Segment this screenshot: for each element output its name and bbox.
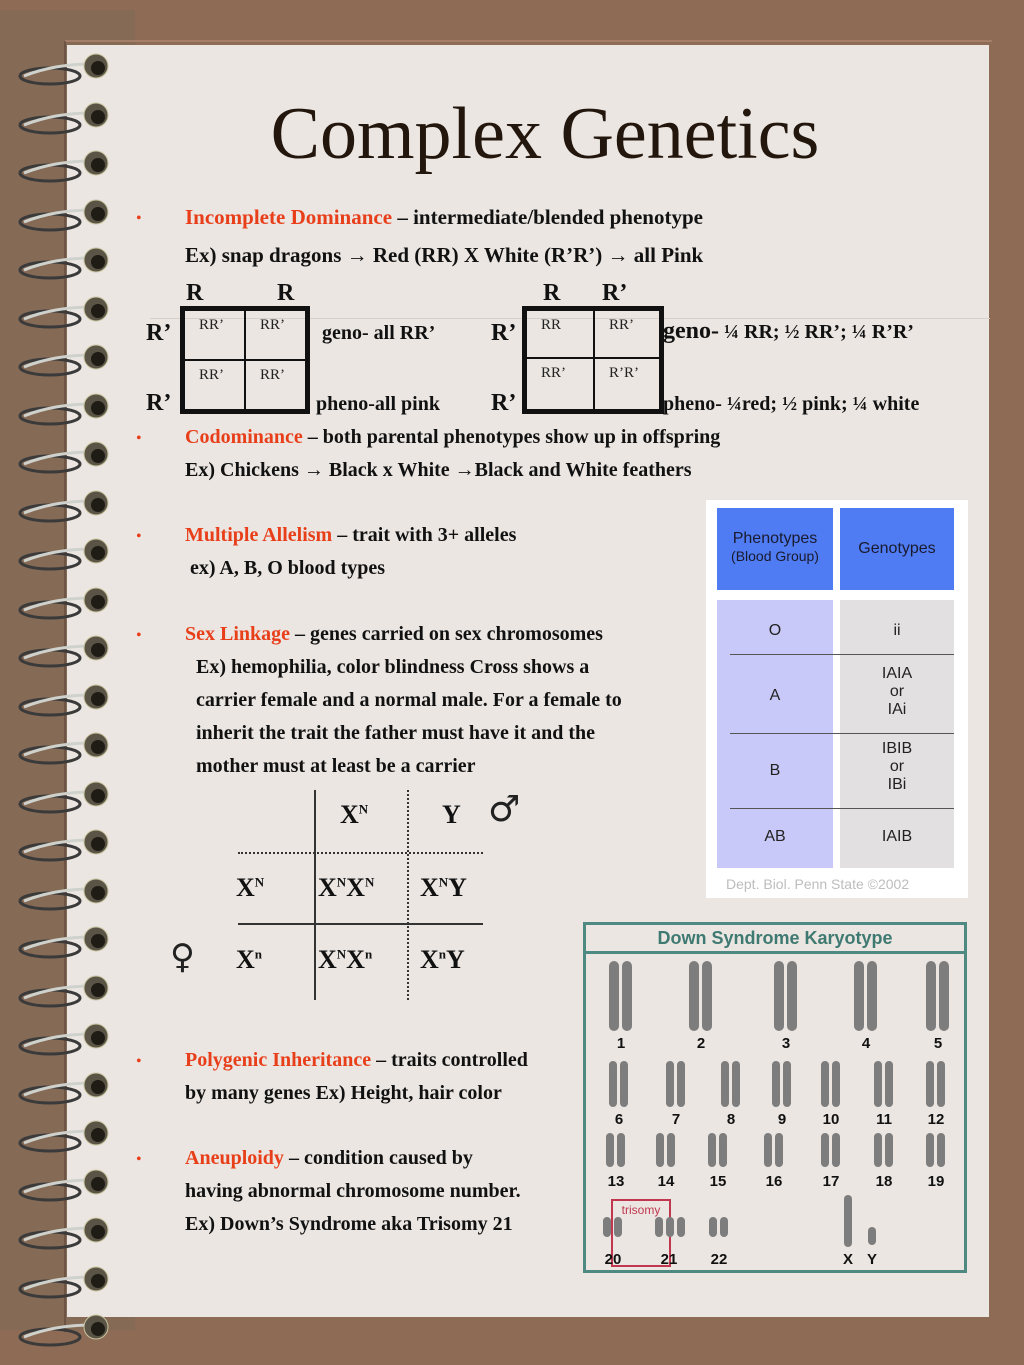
chromosome-label: Y: [866, 1251, 877, 1268]
allele-label: R’: [602, 280, 628, 306]
spiral-ring-icon: [14, 634, 110, 670]
chromosome: [667, 1133, 675, 1167]
spiral-ring-icon: [14, 1022, 110, 1058]
punnett-cell: RR’: [245, 310, 306, 360]
chromosome-label: X: [842, 1251, 853, 1268]
chromosome-label: 12: [927, 1111, 945, 1128]
chromosome: [832, 1061, 840, 1107]
chromosome: [926, 1133, 934, 1167]
allele-label: R: [186, 280, 204, 306]
phenotype-cell: B: [769, 762, 781, 779]
male-symbol-icon: ♂: [488, 789, 521, 830]
chromosome: [854, 961, 864, 1031]
chromosome: [821, 1133, 829, 1167]
chromosome: [772, 1061, 780, 1107]
chromosome: [787, 961, 797, 1031]
spiral-ring-icon: [14, 246, 110, 282]
chromosome: [874, 1061, 882, 1107]
spiral-ring-icon: [14, 877, 110, 913]
chromosome: [708, 1133, 716, 1167]
allele-Xn: $X^n$: [236, 945, 263, 974]
chromosome: [939, 961, 949, 1031]
chromosome-label: 20: [604, 1251, 622, 1268]
codominance-heading: [185, 426, 720, 449]
punnett-square-2: [522, 306, 664, 414]
genotype-cell: IAIA or IAi: [881, 665, 913, 718]
term: Polygenic Inheritance: [185, 1049, 372, 1071]
spiral-ring-icon: [14, 343, 110, 379]
genotype-cell: IBIB or IBi: [881, 740, 913, 793]
term-description: – both parental phenotypes show up in offspring: [302, 426, 721, 448]
spiral-ring-icon: [14, 537, 110, 573]
genotype-result-1: geno- all RR’: [322, 322, 436, 344]
chromosome: [775, 1133, 783, 1167]
header-genotypes: Genotypes: [840, 508, 954, 590]
spiral-ring-icon: [14, 1119, 110, 1155]
spiral-ring-icon: [14, 295, 110, 331]
allele-XN: $X^N$: [340, 800, 369, 829]
chromosome: [937, 1061, 945, 1107]
chromosome: [885, 1061, 893, 1107]
chromosome: [617, 1133, 625, 1167]
blood-type-table: [706, 500, 968, 898]
chromosome: [732, 1061, 740, 1107]
spiral-ring-icon: [14, 1313, 110, 1349]
phenotype-result-1: pheno-all pink: [316, 393, 440, 415]
chromosome: [656, 1133, 664, 1167]
chromosome-label: 15: [709, 1173, 727, 1190]
spiral-ring-icon: [14, 925, 110, 961]
bullet: •: [136, 210, 142, 227]
chromosome: [926, 1061, 934, 1107]
multiple-allelism-heading: [185, 524, 516, 547]
sex-linkage-line: Ex) hemophilia, color blindness Cross shows a: [196, 656, 590, 678]
sex-linkage-line: inherit the trait the father must have it and the: [196, 722, 596, 744]
sex-linkage-heading: [185, 623, 603, 646]
chromosome: [868, 1227, 876, 1245]
bullet: •: [136, 627, 142, 644]
allele-XN: $X^N$: [236, 873, 265, 902]
allele-label: R’: [491, 320, 517, 346]
geno-prefix: geno-: [663, 318, 719, 344]
spiral-ring-icon: [14, 780, 110, 816]
term: Codominance: [185, 426, 303, 448]
term: Aneuploidy: [185, 1147, 284, 1169]
chromosome-label: 1: [616, 1035, 626, 1052]
row-divider: [730, 808, 954, 809]
spiral-ring-icon: [14, 52, 110, 88]
phenotype-cell: O: [768, 622, 782, 639]
spiral-ring-icon: [14, 392, 110, 428]
trisomy-label: trisomy: [621, 1203, 661, 1217]
chromosome-label: 19: [927, 1173, 945, 1190]
row-divider: [730, 654, 954, 655]
chromosome: [622, 961, 632, 1031]
punnett-square-1: [180, 306, 310, 414]
phenotype-cell: A: [769, 687, 781, 704]
sex-linked-punnett: [170, 785, 540, 1000]
chromosome-label: 6: [614, 1111, 624, 1128]
chromosome: [721, 1061, 729, 1107]
down-syndrome-karyotype: [583, 922, 967, 1273]
chromosome: [620, 1061, 628, 1107]
chromosome-label: 2: [696, 1035, 706, 1052]
chromosome: [821, 1061, 829, 1107]
grid-line: [314, 790, 316, 1000]
offspring-XNXn: $X^NX^n$: [318, 945, 373, 974]
grid-line: [238, 852, 483, 854]
polygenic-line: by many genes Ex) Height, hair color: [185, 1082, 502, 1104]
chromosome: [655, 1217, 663, 1237]
chromosome: [885, 1133, 893, 1167]
chromosome: [689, 961, 699, 1031]
aneuploidy-line: having abnormal chromosome number.: [185, 1180, 521, 1202]
chromosome: [719, 1133, 727, 1167]
chromosome: [937, 1133, 945, 1167]
chromosome: [867, 961, 877, 1031]
bullet: •: [136, 1151, 142, 1168]
term-description: – trait with 3+ alleles: [332, 524, 517, 546]
header-text: Phenotypes: [732, 530, 818, 547]
chromosome: [609, 1061, 617, 1107]
chromosome-label: 21: [660, 1251, 678, 1268]
chromosome: [603, 1217, 611, 1237]
multiple-allelism-example: ex) A, B, O blood types: [190, 557, 386, 579]
chromosome: [702, 961, 712, 1031]
term-description: – intermediate/blended phenotype: [392, 205, 703, 229]
bullet: •: [136, 528, 142, 545]
grid-line: [407, 790, 409, 1000]
chromosome: [666, 1217, 674, 1237]
chromosome-label: 9: [777, 1111, 787, 1128]
phenotype-result-2: pheno- ¼red; ½ pink; ¼ white: [663, 393, 920, 415]
chromosome-label: 22: [710, 1251, 728, 1268]
chromosome-label: 11: [876, 1111, 892, 1128]
chromosome-label: 18: [875, 1173, 893, 1190]
allele-label: R: [543, 280, 561, 306]
term: Sex Linkage: [185, 623, 291, 645]
spiral-ring-icon: [14, 828, 110, 864]
header-phenotypes: [717, 508, 833, 590]
geno-ratio: ¼ RR; ½ RR’; ¼ R’R’: [719, 321, 914, 343]
image-credit: Dept. Biol. Penn State ©2002: [726, 876, 910, 892]
spiral-ring-icon: [14, 683, 110, 719]
chromosome: [709, 1217, 717, 1237]
bullet: •: [136, 1053, 142, 1070]
chromosome-label: 8: [726, 1111, 736, 1128]
offspring-XNY: $X^NY$: [420, 873, 467, 902]
grid-line: [238, 923, 483, 925]
spiral-ring-icon: [14, 489, 110, 525]
chromosome: [783, 1061, 791, 1107]
punnett-cell: RR’: [526, 358, 594, 410]
aneuploidy-line: Ex) Down’s Syndrome aka Trisomy 21: [185, 1213, 513, 1235]
spiral-ring-icon: [14, 974, 110, 1010]
chromosome: [606, 1133, 614, 1167]
allele-label: R’: [491, 390, 517, 416]
allele-label: R’: [146, 390, 172, 416]
spiral-ring-icon: [14, 731, 110, 767]
term: Multiple Allelism: [185, 524, 333, 546]
punnett-cell: RR’: [184, 310, 245, 360]
punnett-cell: R’R’: [594, 358, 660, 410]
chromosome: [677, 1217, 685, 1237]
incomplete-example: Ex) snap dragons → Red (RR) X White (R’R’) → all Pink: [185, 243, 704, 267]
incomplete-dominance-heading: [185, 205, 703, 230]
chromosome-label: 14: [657, 1173, 675, 1190]
chromosome-label: 4: [861, 1035, 871, 1052]
chromosome-label: 13: [607, 1173, 625, 1190]
chromosome: [677, 1061, 685, 1107]
sex-linkage-line: carrier female and a normal male. For a female to: [196, 689, 622, 711]
chromosome-label: 16: [765, 1173, 783, 1190]
chromosome: [609, 961, 619, 1031]
term-description: – condition caused by: [283, 1147, 473, 1169]
row-divider: [730, 733, 954, 734]
chromosome: [844, 1195, 852, 1247]
spiral-ring-icon: [14, 1071, 110, 1107]
chromosome: [666, 1061, 674, 1107]
allele-Y: Y: [442, 800, 461, 829]
chromosome: [720, 1217, 728, 1237]
genotype-cell: ii: [893, 622, 901, 639]
term-description: – genes carried on sex chromosomes: [290, 623, 603, 645]
punnett-cell: RR’: [184, 360, 245, 410]
polygenic-heading: [185, 1049, 528, 1072]
female-symbol-icon: ♀: [170, 937, 195, 977]
punnett-cell: RR’: [594, 310, 660, 358]
spiral-ring-icon: [14, 440, 110, 476]
header-subtext: (Blood Group): [731, 548, 819, 564]
spiral-ring-icon: [14, 198, 110, 234]
phenotype-cell: AB: [764, 828, 786, 845]
sex-linkage-line: mother must at least be a carrier: [196, 755, 476, 777]
page-title: Complex Genetics: [270, 93, 820, 175]
chromosome: [832, 1133, 840, 1167]
karyotype-title: Down Syndrome Karyotype: [586, 925, 964, 954]
punnett-cell: RR’: [245, 360, 306, 410]
chromosome: [874, 1133, 882, 1167]
chromosome: [774, 961, 784, 1031]
chromosome: [926, 961, 936, 1031]
chromosome: [614, 1217, 622, 1237]
chromosome-label: 10: [822, 1111, 840, 1128]
punnett-cell: RR: [526, 310, 594, 358]
term: Incomplete Dominance: [185, 205, 393, 229]
spiral-ring-icon: [14, 586, 110, 622]
chromosome: [764, 1133, 772, 1167]
spiral-ring-icon: [14, 1216, 110, 1252]
chromosome-label: 5: [933, 1035, 943, 1052]
genotype-cell: IAIB: [881, 828, 913, 845]
chromosome-label: 7: [671, 1111, 681, 1128]
offspring-XnY: $X^nY$: [420, 945, 465, 974]
chromosome-label: 17: [822, 1173, 840, 1190]
bullet: •: [136, 430, 142, 447]
allele-label: R: [277, 280, 295, 306]
genotype-result-2: [663, 318, 914, 345]
allele-label: R’: [146, 320, 172, 346]
offspring-XNXN: $X^NX^N$: [318, 873, 375, 902]
spiral-ring-icon: [14, 1265, 110, 1301]
spiral-ring-icon: [14, 1168, 110, 1204]
aneuploidy-heading: [185, 1147, 473, 1170]
chromosome-label: 3: [781, 1035, 791, 1052]
codominance-example: Ex) Chickens → Black x White →Black and White feathers: [185, 459, 692, 481]
term-description: – traits controlled: [371, 1049, 528, 1071]
